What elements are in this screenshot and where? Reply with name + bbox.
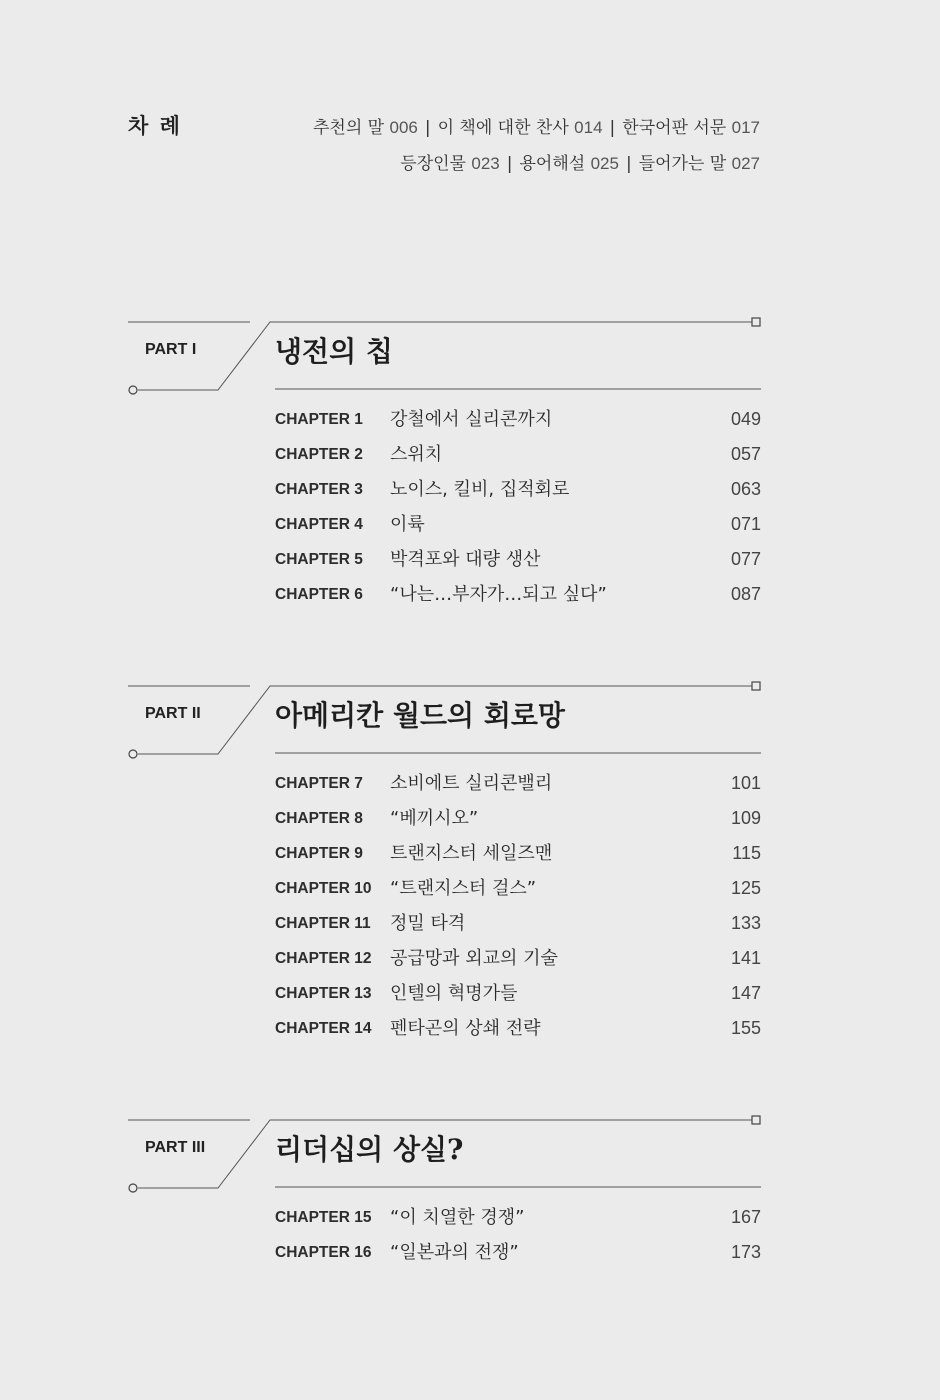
front-matter-label: 등장인물 — [400, 154, 466, 174]
toc-title: 차 례 — [128, 114, 182, 138]
chapter-row[interactable] — [275, 507, 761, 542]
chapter-row[interactable] — [275, 1235, 761, 1270]
chapter-number: CHAPTER 2 — [275, 446, 363, 463]
chapter-row[interactable] — [275, 766, 761, 801]
chapter-number: CHAPTER 8 — [275, 810, 363, 827]
chapter-row[interactable] — [275, 871, 761, 906]
chapter-page: 125 — [730, 878, 761, 898]
front-matter-label: 용어해설 — [519, 154, 586, 174]
front-matter-item[interactable] — [438, 118, 603, 138]
chapter-number: CHAPTER 14 — [275, 1020, 372, 1037]
front-matter-page: 027 — [731, 154, 760, 173]
front-matter-item[interactable] — [313, 118, 418, 138]
part-title: 냉전의 칩 — [275, 335, 393, 368]
chapter-title: “트랜지스터 걸스” — [390, 878, 537, 899]
front-matter-item[interactable] — [400, 154, 499, 174]
chapter-title: 강철에서 실리콘까지 — [390, 409, 553, 430]
chapter-title: 노이스, 킬비, 집적회로 — [390, 479, 570, 500]
separator: | — [506, 154, 513, 174]
chapter-list — [275, 1200, 761, 1270]
chapter-number: CHAPTER 7 — [275, 775, 363, 792]
chapter-page: 173 — [730, 1242, 761, 1262]
chapter-page: 087 — [730, 584, 761, 604]
chapter-row[interactable] — [275, 1011, 761, 1046]
part-title: 아메리칸 월드의 회로망 — [275, 699, 565, 732]
chapter-row[interactable] — [275, 801, 761, 836]
chapter-number: CHAPTER 4 — [275, 516, 363, 533]
chapter-number: CHAPTER 9 — [275, 845, 363, 862]
front-matter-label: 한국어판 서문 — [622, 118, 727, 138]
chapter-number: CHAPTER 6 — [275, 586, 363, 603]
chapter-page: 063 — [730, 479, 761, 499]
chapter-row[interactable] — [275, 472, 761, 507]
chapter-page: 101 — [730, 773, 761, 793]
front-matter-item[interactable] — [622, 118, 760, 138]
chapter-title: 스위치 — [390, 444, 443, 465]
front-matter-label: 추천의 말 — [312, 118, 385, 138]
chapter-list — [275, 766, 761, 1046]
chapter-row[interactable] — [275, 976, 761, 1011]
chapter-number: CHAPTER 11 — [275, 915, 371, 932]
chapter-number: CHAPTER 1 — [275, 411, 363, 428]
chapter-page: 167 — [730, 1207, 761, 1227]
chapter-number: CHAPTER 5 — [275, 551, 363, 568]
chapter-page: 071 — [730, 514, 761, 534]
chapter-number: CHAPTER 15 — [275, 1209, 372, 1226]
front-matter-page: 017 — [731, 118, 760, 137]
front-matter-item[interactable] — [519, 154, 618, 174]
chapter-title: 박격포와 대량 생산 — [390, 549, 541, 570]
chapter-page: 109 — [730, 808, 761, 828]
chapter-title: “나는…부자가…되고 싶다” — [390, 584, 607, 605]
chapter-number: CHAPTER 12 — [275, 950, 372, 967]
chapter-row[interactable] — [275, 402, 761, 437]
chapter-title: 인텔의 혁명가들 — [390, 983, 518, 1004]
chapter-page: 141 — [730, 948, 761, 968]
front-matter-page: 014 — [574, 118, 603, 137]
chapter-title: 이륙 — [390, 514, 425, 535]
chapter-title: 공급망과 외교의 기술 — [390, 948, 558, 969]
front-matter-label: 이 책에 대한 찬사 — [437, 118, 569, 138]
front-matter-item[interactable] — [639, 154, 760, 174]
chapter-row[interactable] — [275, 437, 761, 472]
part-frame — [0, 1114, 940, 1194]
chapter-row[interactable] — [275, 577, 761, 612]
chapter-row[interactable] — [275, 542, 761, 577]
chapter-row[interactable] — [275, 906, 761, 941]
chapter-number: CHAPTER 10 — [275, 880, 372, 897]
front-matter — [200, 110, 760, 182]
chapter-page: 057 — [730, 444, 761, 464]
chapter-page: 155 — [730, 1018, 761, 1038]
front-matter-page: 006 — [389, 118, 418, 137]
part-label: PART III — [145, 1139, 206, 1156]
chapter-number: CHAPTER 3 — [275, 481, 363, 498]
front-matter-line — [200, 146, 760, 182]
part-label: PART I — [145, 341, 197, 358]
separator: | — [424, 118, 431, 138]
chapter-title: “이 치열한 경쟁” — [390, 1207, 525, 1228]
front-matter-page: 023 — [471, 154, 500, 173]
separator: | — [609, 118, 616, 138]
chapter-number: CHAPTER 13 — [275, 985, 372, 1002]
part-title: 리더십의 상실? — [275, 1133, 464, 1166]
front-matter-page: 025 — [590, 154, 619, 173]
chapter-page: 049 — [730, 409, 761, 429]
chapter-title: 소비에트 실리콘밸리 — [390, 773, 553, 794]
chapter-page: 147 — [730, 983, 761, 1003]
chapter-row[interactable] — [275, 941, 761, 976]
chapter-title: “일본과의 전쟁” — [390, 1242, 519, 1263]
chapter-title: 정밀 타격 — [390, 913, 466, 934]
chapter-title: 펜타곤의 상쇄 전략 — [390, 1018, 541, 1039]
part-frame — [0, 316, 940, 396]
front-matter-label: 들어가는 말 — [638, 154, 727, 174]
chapter-row[interactable] — [275, 836, 761, 871]
chapter-page: 133 — [730, 913, 761, 933]
part-label: PART II — [145, 705, 201, 722]
chapter-row[interactable] — [275, 1200, 761, 1235]
chapter-title: 트랜지스터 세일즈맨 — [390, 843, 553, 864]
chapter-page: 115 — [732, 843, 761, 863]
chapter-page: 077 — [730, 549, 761, 569]
front-matter-line — [200, 110, 760, 146]
chapter-list — [275, 402, 761, 612]
separator: | — [625, 154, 632, 174]
chapter-title: “베끼시오” — [390, 808, 479, 829]
chapter-number: CHAPTER 16 — [275, 1244, 372, 1261]
